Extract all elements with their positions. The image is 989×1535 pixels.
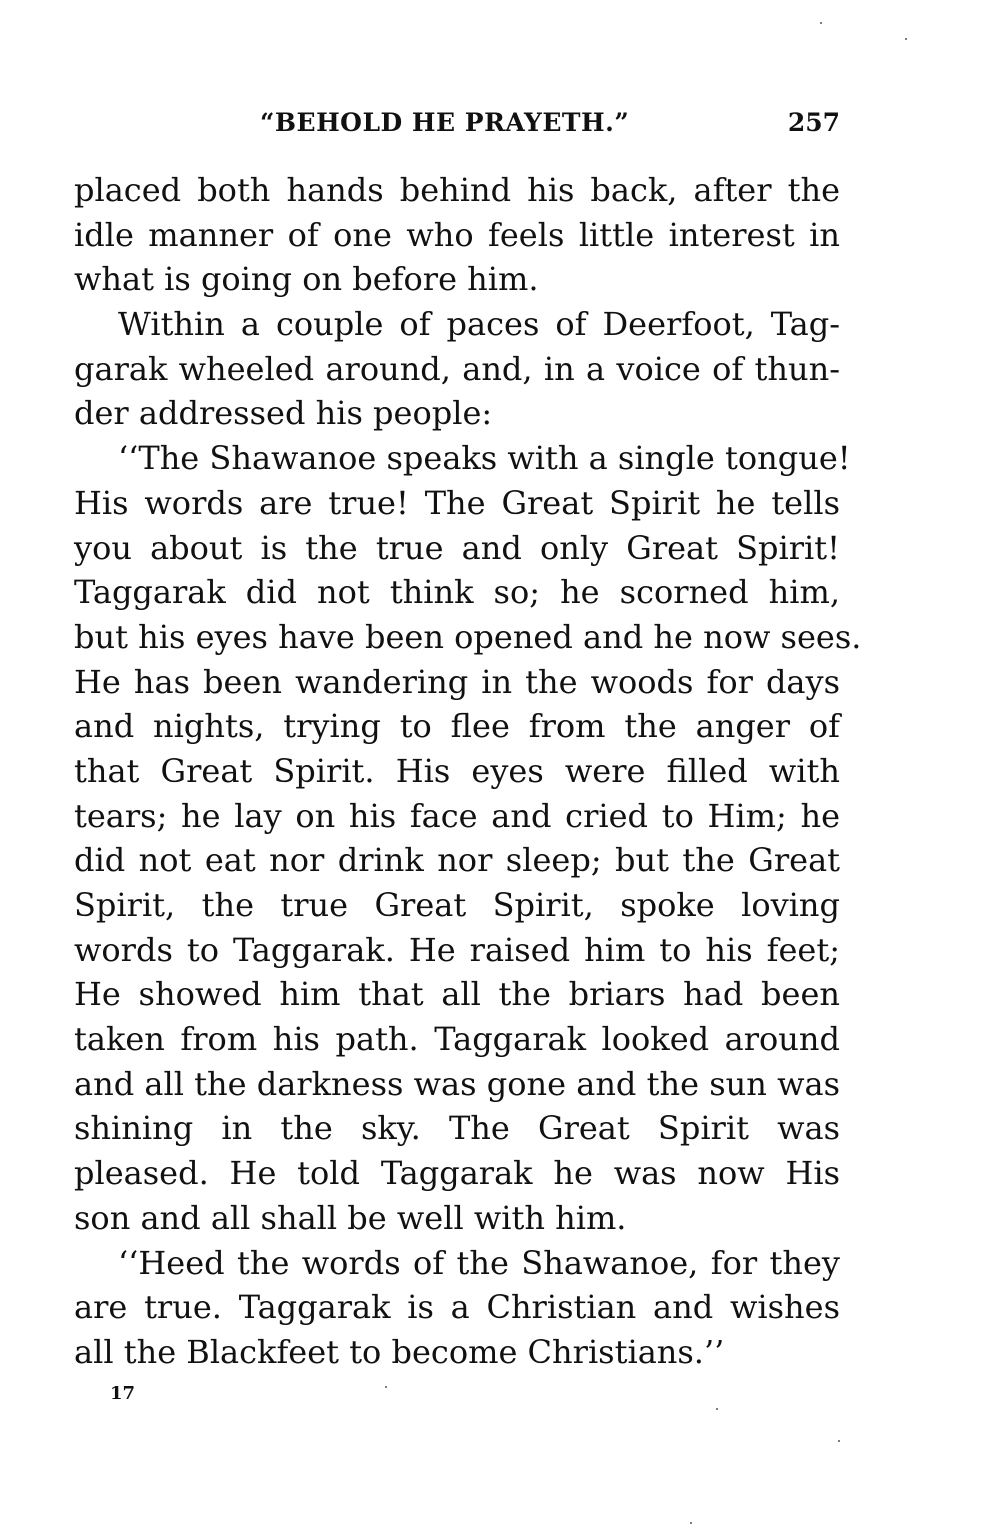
text-line: Taggarak did not think so; he scorned him, — [74, 573, 840, 612]
running-title: “BEHOLD HE PRAYETH.” — [260, 108, 630, 137]
text-line: shining in the sky. The Great Spirit was — [74, 1109, 840, 1148]
text-line: His words are true! The Great Spirit he tells — [74, 483, 840, 522]
body-text — [74, 168, 862, 1375]
text-line: der addressed his people: — [74, 394, 493, 433]
text-line: tears; he lay on his face and cried to Him; he — [74, 796, 840, 835]
text-line: taken from his path. Taggarak looked around — [74, 1020, 840, 1059]
running-head — [74, 108, 840, 144]
text-line: ‘‘The Shawanoe speaks with a single tongue! — [118, 439, 851, 478]
text-line: words to Taggarak. He raised him to his feet; — [74, 930, 840, 969]
text-line: but his eyes have been opened and he now sees. — [74, 617, 862, 656]
scan-speck — [820, 22, 822, 24]
text-line: that Great Spirit. His eyes were filled with — [74, 751, 840, 790]
text-line: He showed him that all the briars had been — [74, 975, 840, 1014]
signature-mark: 17 — [110, 1383, 136, 1404]
text-line: son and all shall be well with him. — [74, 1198, 627, 1237]
paragraph-2 — [74, 302, 840, 436]
scan-speck — [838, 1440, 840, 1442]
text-line: idle manner of one who feels little interest in — [74, 215, 840, 254]
text-line: all the Blackfeet to become Christians.’’ — [74, 1332, 725, 1371]
text-line: and nights, trying to flee from the anger of — [74, 707, 840, 746]
text-line: He has been wandering in the woods for days — [74, 662, 840, 701]
scan-speck — [716, 1408, 718, 1410]
text-line: Within a couple of paces of Deerfoot, Tag- — [118, 305, 840, 344]
text-line: you about is the true and only Great Spirit! — [74, 528, 840, 567]
text-line: and all the darkness was gone and the sun was — [74, 1064, 840, 1103]
text-line: are true. Taggarak is a Christian and wishes — [74, 1288, 840, 1327]
scan-speck — [690, 1522, 692, 1524]
text-line: pleased. He told Taggarak he was now His — [74, 1154, 840, 1193]
paragraph-3 — [74, 436, 862, 1240]
scan-speck — [905, 38, 907, 40]
text-line: garak wheeled around, and, in a voice of thun- — [74, 349, 840, 388]
paragraph-1 — [74, 168, 840, 302]
text-line: placed both hands behind his back, after the — [74, 171, 840, 209]
scan-speck — [385, 1386, 387, 1388]
paragraph-4 — [74, 1241, 840, 1375]
text-line: did not eat nor drink nor sleep; but the Great — [74, 841, 840, 880]
page-number: 257 — [787, 108, 840, 137]
text-line: what is going on before him. — [74, 260, 539, 299]
text-line: Spirit, the true Great Spirit, spoke loving — [74, 886, 840, 924]
text-line: ‘‘Heed the words of the Shawanoe, for they — [118, 1243, 840, 1282]
